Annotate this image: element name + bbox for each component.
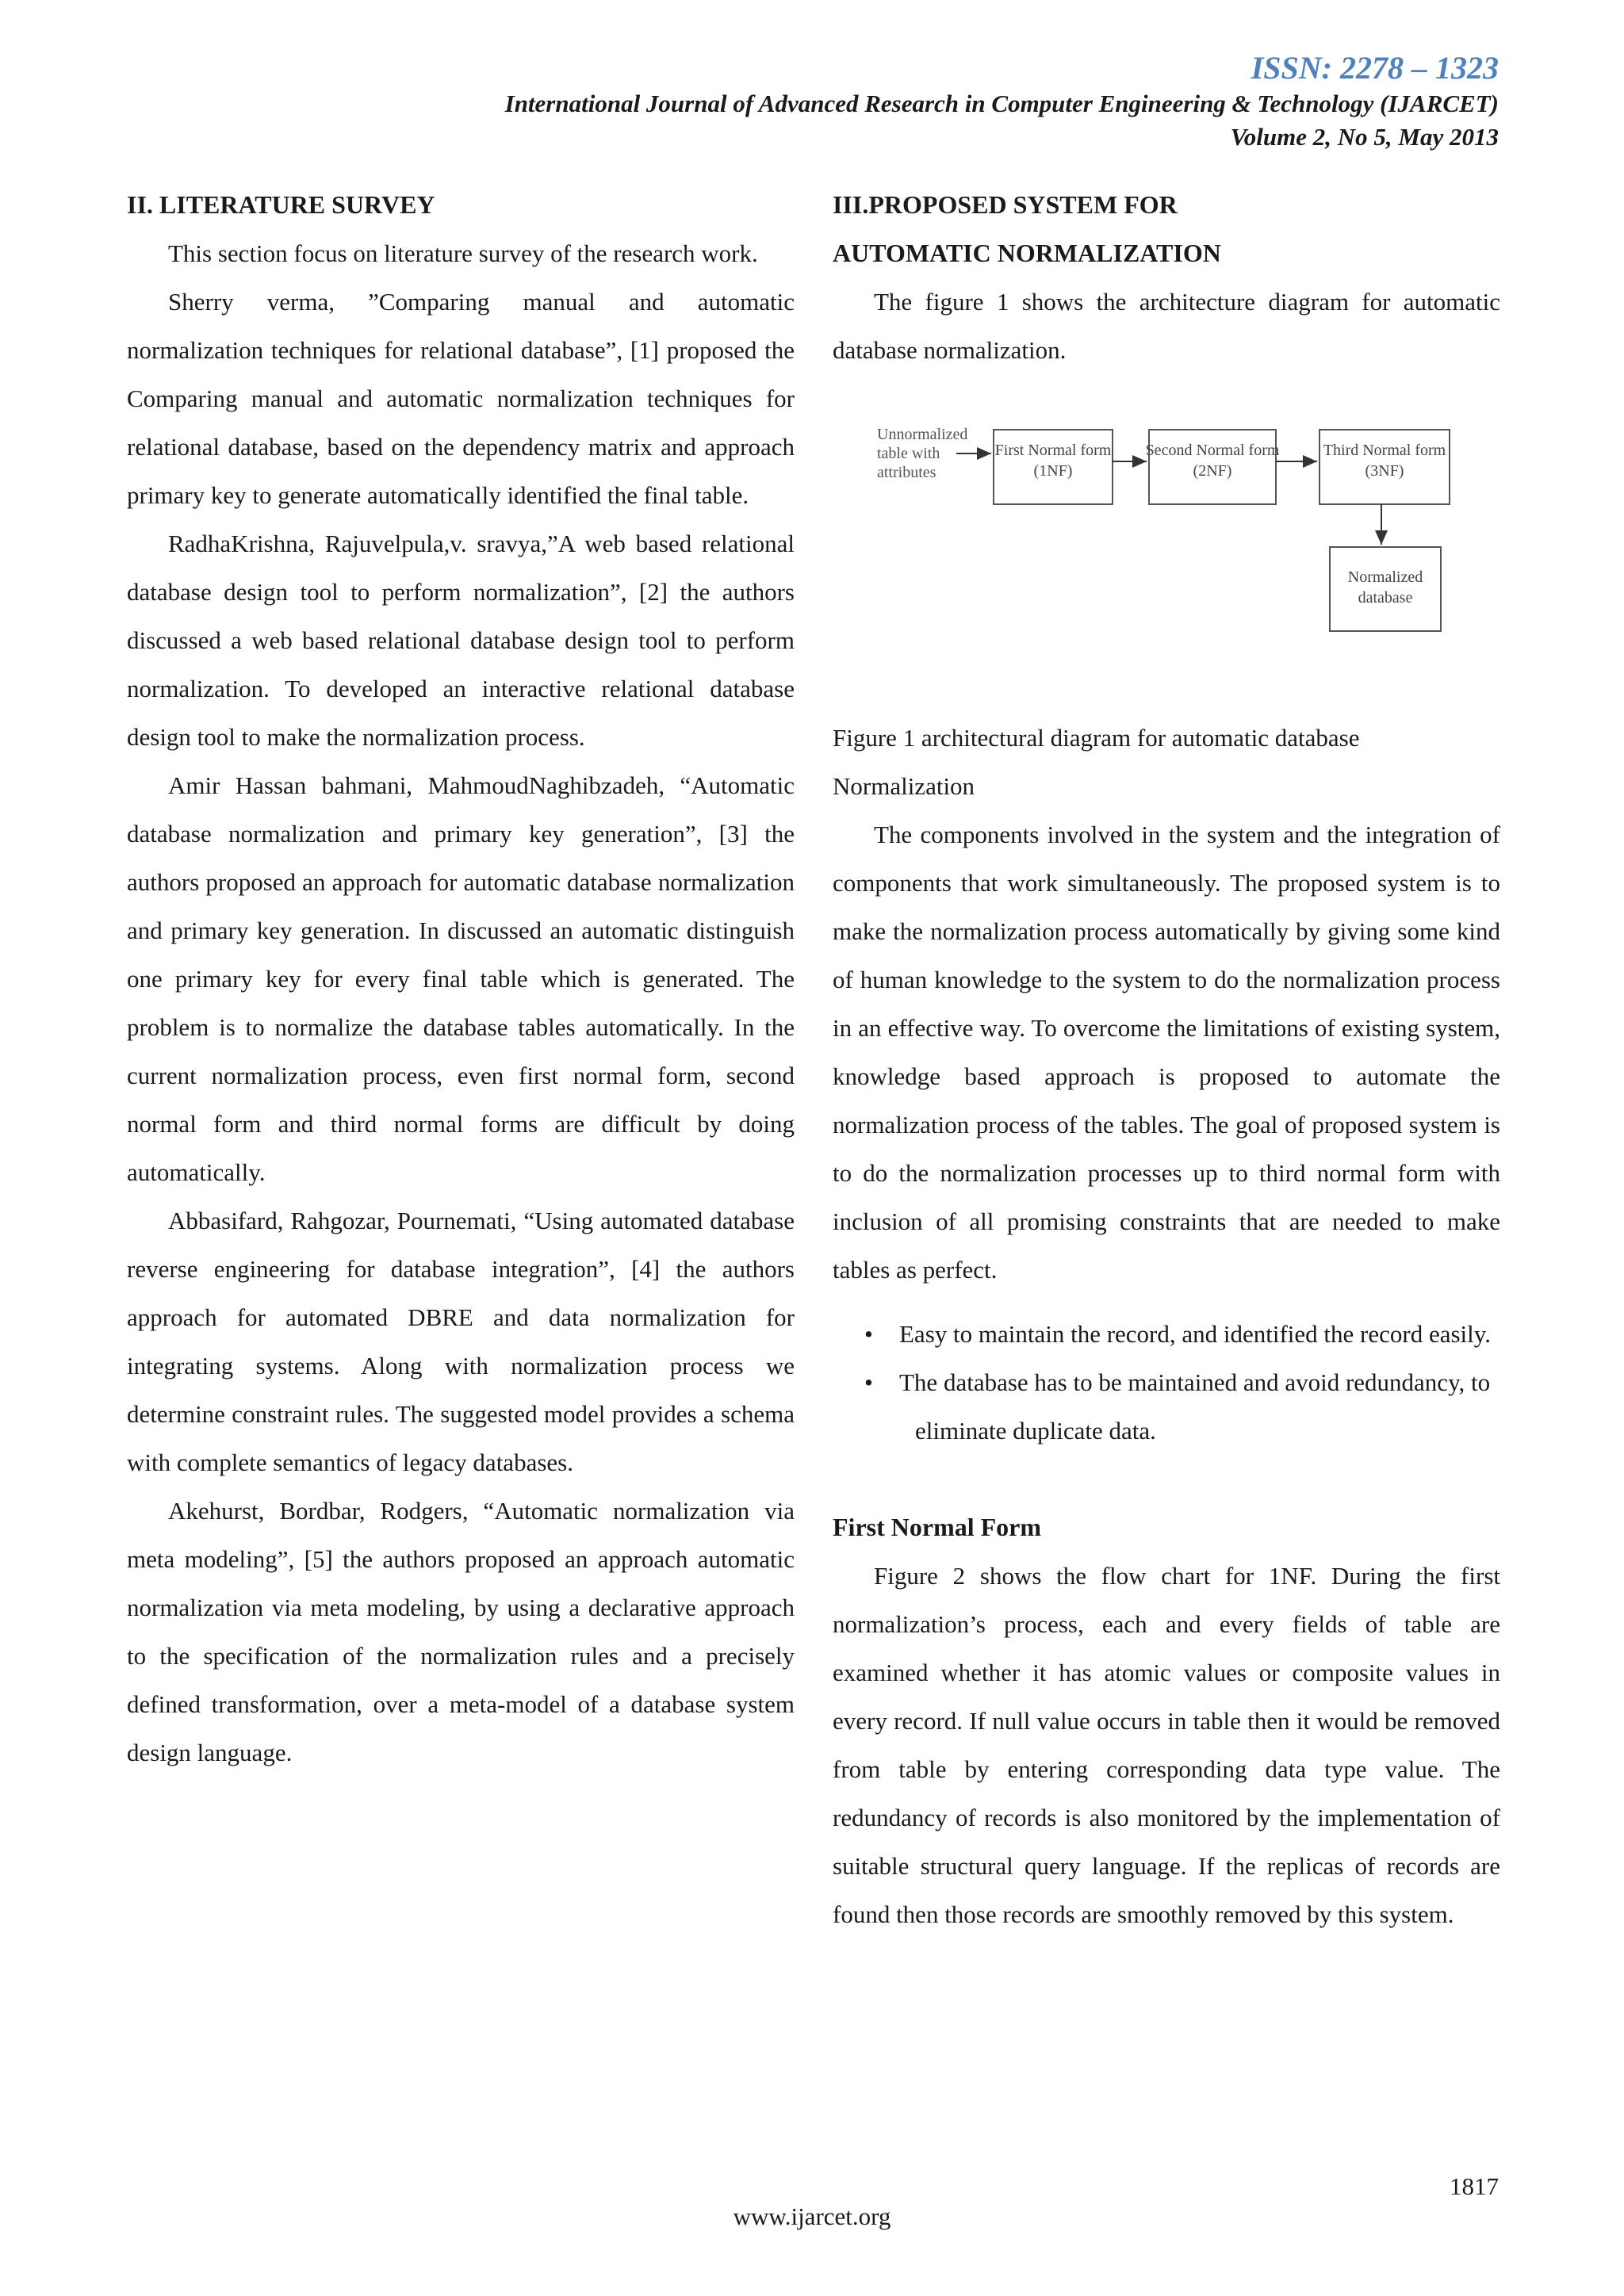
footer-url: www.ijarcet.org [733,2202,891,2230]
paragraph: Akehurst, Bordbar, Rodgers, “Automatic normalization via meta modeling”, [5] the authors proposed an approach automatic normalization via meta modeling, by using a declarative approach to the specification of the normalization rules and a precisely defined transformation, over a meta-model of a database system design language. [127,1497,795,1766]
box-3nf-label: Third Normal form [1323,442,1446,459]
subheading-first-normal-form: First Normal Form [833,1513,1042,1541]
box-2nf-label: Second Normal form [1145,442,1280,459]
input-label: table with [877,445,940,462]
issn-number: ISSN: 2278 – 1323 [1251,50,1499,86]
paragraph: Sherry verma, ”Comparing manual and automatic normalization techniques for relational database”, [1] proposed the Comparing manual and automatic normalization techniques for relational database, based on the dependency matrix and approach primary key to generate automatically identified the final table. [127,288,795,509]
paragraph: The components involved in the system and the integration of components that work simultaneously. The proposed system is to make the normalization process automatically by giving some kind of human knowledge to the system to do the normalization process in an effective way. To overcome the limitations of existing system, knowledge based approach is proposed to automate the normalization process of the tables. The goal of proposed system is to do the normalization processes up to third normal form with inclusion of all promising constraints that are needed to make tables as perfect. [833,821,1500,1284]
box-normalized-db-label: Normalized [1347,568,1423,586]
box-normalized-db-label: database [1358,589,1413,607]
architecture-diagram [833,406,1500,714]
bullet-list [833,1310,1500,1455]
paragraph: Amir Hassan bahmani, MahmoudNaghibzadeh, “Automatic database normalization and primary key generation”, [3] the authors proposed an approach for automatic database normalization and primary key generation. In discussed an automatic distinguish one primary key for every final table which is generated. The problem is to normalize the database tables automatically. In the current normalization process, even first normal form, second normal form and third normal forms are difficult by doing automatically. [127,771,795,1186]
input-label: Unnormalized [877,426,968,443]
paragraph: The figure 1 shows the architecture diagram for automatic database normalization. [833,288,1500,364]
section-heading-literature-survey: II. LITERATURE SURVEY [127,190,435,219]
input-label: attributes [877,464,936,481]
box-1nf-label: First Normal form [994,442,1112,459]
section-heading-proposed-system-line2: AUTOMATIC NORMALIZATION [833,239,1221,267]
journal-title: International Journal of Advanced Research in Computer Engineering & Technology (IJARCET) [504,90,1499,117]
page-number: 1817 [1450,2172,1499,2200]
box-3nf-abbr: (3NF) [1365,462,1404,480]
list-item: • The database has to be maintained and avoid redundancy, to eliminate duplicate data. [864,1368,1491,1445]
page-header [505,49,1499,154]
box-1nf-abbr: (1NF) [1033,462,1073,480]
paragraph: This section focus on literature survey of the research work. [168,239,758,267]
left-column [127,181,795,1777]
list-item-text: Easy to maintain the record, and identified the record easily. [899,1320,1492,1348]
journal-volume: Volume 2, No 5, May 2013 [1230,123,1499,151]
paragraph: Abbasifard, Rahgozar, Pournemati, “Using automated database reverse engineering for database integration”, [4] the authors approach for automated DBRE and data normalization for integrating systems. Along with normalization process we determine constraint rules. The suggested model provides a schema with complete semantics of legacy databases. [127,1207,795,1476]
right-column [833,181,1500,1938]
list-item-text: The database has to be maintained and avoid redundancy, to eliminate duplicate data. [899,1368,1491,1445]
figure-caption-line2: Normalization [833,772,975,800]
paragraph: RadhaKrishna, Rajuvelpula,v. sravya,”A web based relational database design tool to perform normalization”, [2] the authors discussed a web based relational database design tool to perform normalization. To developed an interactive relational database design tool to make the normalization process. [127,530,795,751]
box-2nf-abbr: (2NF) [1193,462,1232,480]
list-item: • Easy to maintain the record, and identified the record easily. [864,1320,1492,1348]
figure-caption: Figure 1 architectural diagram for automatic database [833,724,1360,752]
paragraph: Figure 2 shows the flow chart for 1NF. During the first normalization’s process, each and every fields of table are examined whether it has atomic values or composite values in every record. If null value occurs in table then it would be removed from table by entering corresponding data type value. The redundancy of records is also monitored by the implementation of suitable structural query language. If the replicas of records are found then those records are smoothly removed by this system. [833,1562,1500,1928]
section-heading-proposed-system: III.PROPOSED SYSTEM FOR [833,190,1178,219]
